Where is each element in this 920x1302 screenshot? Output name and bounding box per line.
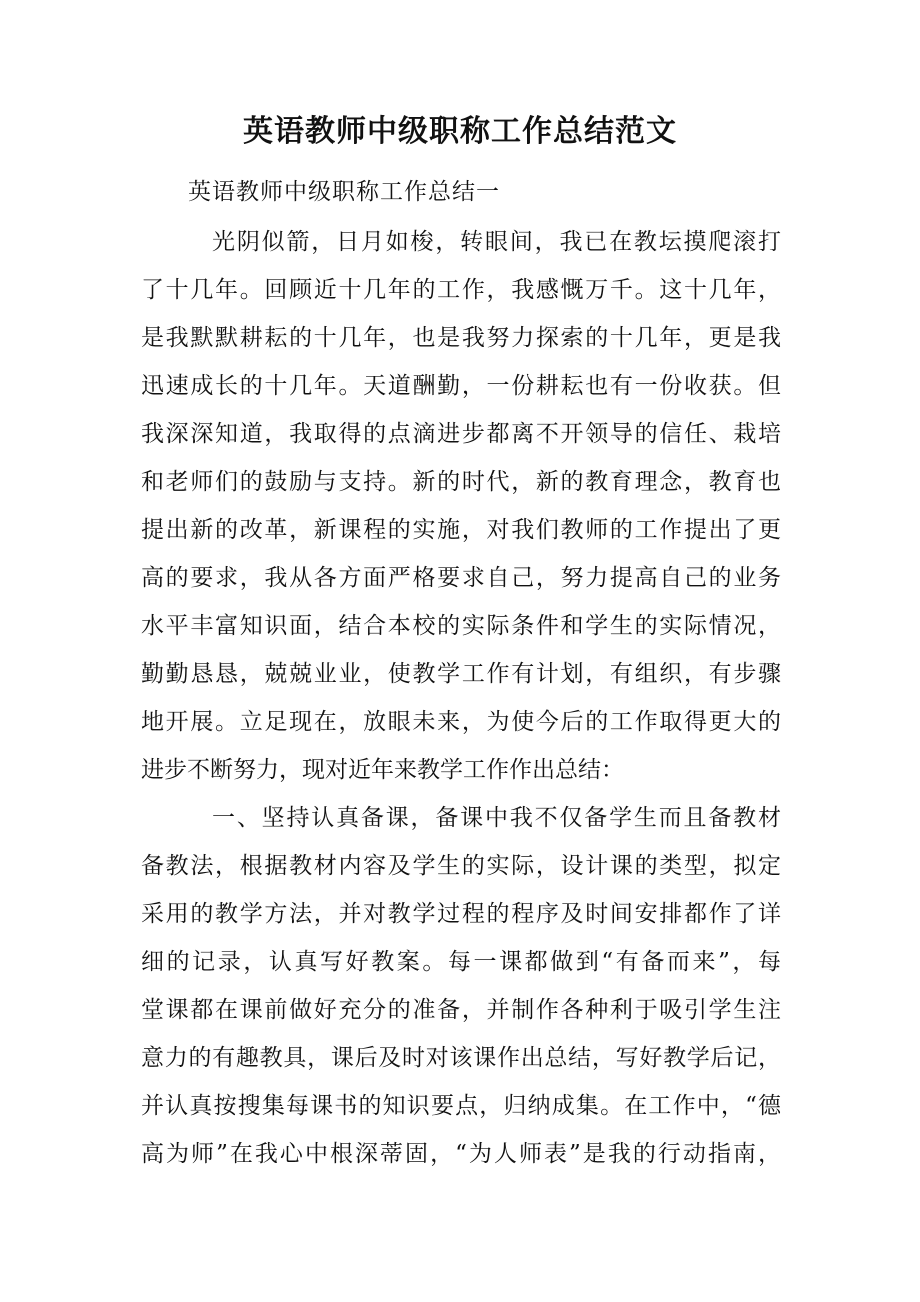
paragraph-line: 备教法，根据教材内容及学生的实际，设计课的类型，拟定 (141, 853, 781, 879)
paragraph-line: 意力的有趣教具，课后及时对该课作出总结，写好教学后记， (141, 1045, 781, 1071)
paragraph-line: 和老师们的鼓励与支持。新的时代，新的教育理念，教育也 (141, 469, 781, 495)
paragraph-line: 水平丰富知识面，结合本校的实际条件和学生的实际情况， (141, 613, 781, 639)
paragraph-line: 光阴似箭，日月如梭，转眼间，我已在教坛摸爬滚打 (212, 229, 781, 255)
paragraph-line: 高的要求，我从各方面严格要求自己，努力提高自己的业务 (141, 565, 781, 591)
paragraph-line: 是我默默耕耘的十几年，也是我努力探索的十几年，更是我 (141, 325, 781, 351)
paragraph-line: 了十几年。回顾近十几年的工作，我感慨万千。这十几年， (141, 277, 781, 303)
paragraph-line: 采用的教学方法，并对教学过程的程序及时间安排都作了详 (141, 901, 781, 927)
document-subtitle: 英语教师中级职称工作总结一 (188, 179, 500, 205)
paragraph-line: 高为师”在我心中根深蒂固，“为人师表”是我的行动指南， (141, 1141, 781, 1167)
paragraph-line: 提出新的改革，新课程的实施，对我们教师的工作提出了更 (141, 517, 781, 543)
paragraph-line: 细的记录，认真写好教案。每一课都做到“有备而来”，每 (141, 949, 781, 975)
paragraph-line: 进步不断努力，现对近年来教学工作作出总结： (141, 757, 624, 783)
paragraph-line: 一、坚持认真备课，备课中我不仅备学生而且备教材 (212, 805, 781, 831)
paragraph-line: 并认真按搜集每课书的知识要点，归纳成集。在工作中，“德 (141, 1093, 781, 1119)
paragraph-line: 迅速成长的十几年。天道酬勤，一份耕耘也有一份收获。但 (141, 373, 781, 399)
paragraph-line: 我深深知道，我取得的点滴进步都离不开领导的信任、栽培 (141, 421, 781, 447)
paragraph-line: 勤勤恳恳，兢兢业业，使教学工作有计划，有组织，有步骤 (141, 661, 781, 687)
paragraph-line: 地开展。立足现在，放眼未来，为使今后的工作取得更大的 (141, 709, 781, 735)
document-title: 英语教师中级职称工作总结范文 (243, 114, 677, 149)
paragraph-line: 堂课都在课前做好充分的准备，并制作各种利于吸引学生注 (141, 997, 781, 1023)
